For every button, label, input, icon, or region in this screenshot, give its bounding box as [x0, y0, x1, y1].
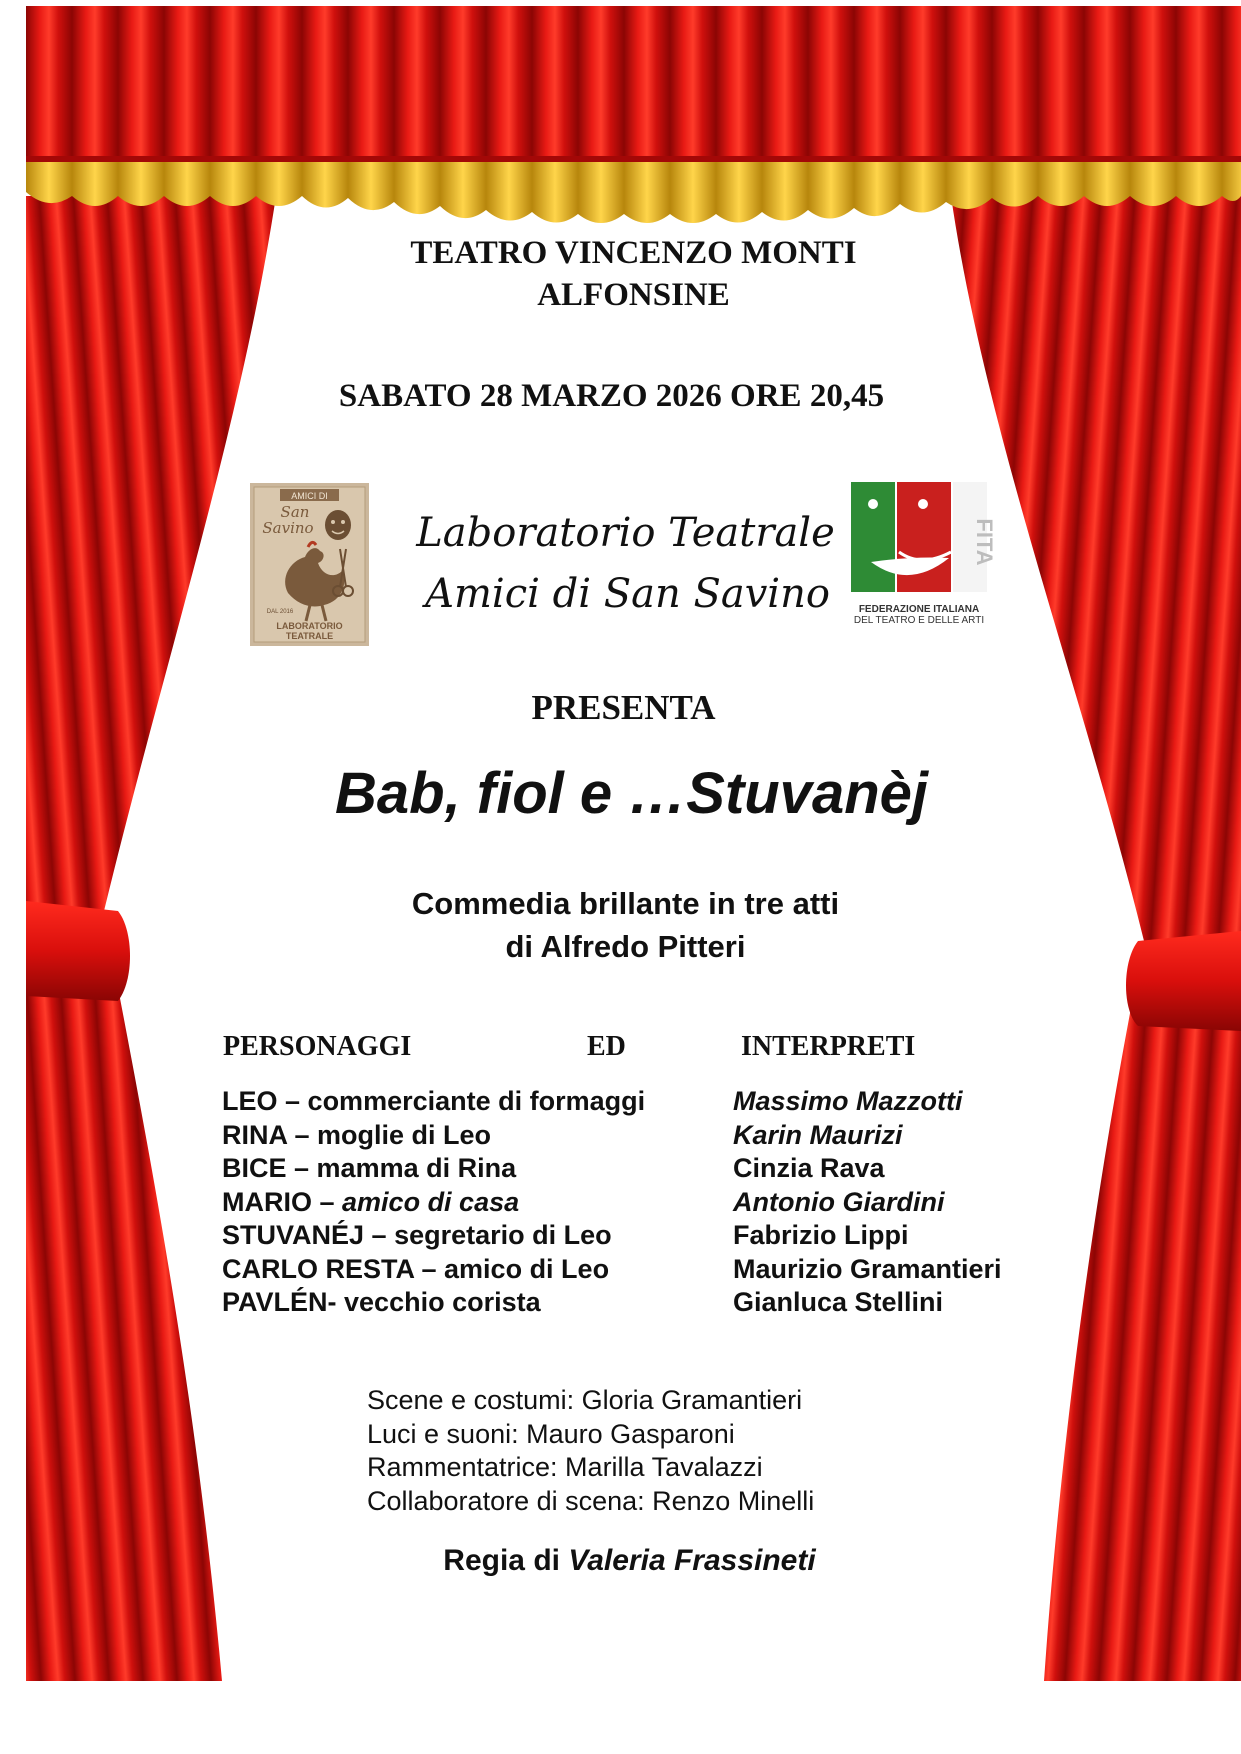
character-name: RINA: [222, 1120, 287, 1150]
amici-san-savino-logo: [250, 483, 369, 646]
cast-row-actor: Gianluca Stellini: [733, 1287, 944, 1317]
character-role: segretario di Leo: [394, 1220, 612, 1250]
event-date: SABATO 28 MARZO 2026 ORE 20,45: [338, 378, 885, 414]
presenta-label: PRESENTA: [531, 688, 716, 727]
cast-row-character: CARLO RESTA – amico di Leo: [222, 1254, 610, 1284]
credit-line: Rammentatrice: Marilla Tavalazzi: [367, 1452, 763, 1482]
poster: [26, 6, 1241, 1681]
cast-row-actor: Cinzia Rava: [733, 1153, 885, 1183]
credit-line: Luci e suoni: Mauro Gasparoni: [367, 1418, 735, 1449]
cast-header-and: ED: [587, 1031, 626, 1062]
company-name-line1: Laboratorio Teatrale: [416, 510, 835, 556]
cast-row-character: BICE – mamma di Rina: [222, 1153, 517, 1183]
character-name: MARIO: [222, 1187, 312, 1217]
venue-city: ALFONSINE: [537, 277, 730, 313]
cast-row-character: STUVANÉJ – segretario di Leo: [222, 1220, 612, 1250]
character-role: mamma di Rina: [316, 1153, 517, 1183]
director-label: Regia di: [443, 1544, 569, 1577]
character-name: LEO: [222, 1086, 278, 1116]
cast-row-actor: Antonio Giardini: [733, 1187, 945, 1217]
cast-row-character: LEO – commerciante di formaggi: [222, 1086, 646, 1116]
credit-line: Collaboratore di scena: Renzo Minelli: [367, 1485, 815, 1516]
fita-mark: [851, 482, 997, 604]
cast-row-actor: Karin Maurizi: [733, 1120, 903, 1150]
character-role: commerciante di formaggi: [307, 1086, 646, 1116]
character-role: amico di casa: [342, 1187, 520, 1217]
fita-caption-line1: FEDERAZIONE ITALIANA: [858, 604, 980, 615]
logo-left-bottom1: LABORATORIO: [276, 621, 343, 631]
character-name: BICE: [222, 1153, 287, 1183]
character-name: CARLO RESTA: [222, 1254, 414, 1284]
character-name: STUVANÉJ: [222, 1220, 365, 1250]
play-title: Bab, fiol e …Stuvanèj: [335, 761, 928, 826]
fita-mark-text: FITA: [972, 518, 997, 566]
production-credits: [367, 1384, 1067, 1518]
character-role: vecchio corista: [344, 1287, 541, 1317]
director-name: Valeria Frassineti: [568, 1544, 816, 1577]
venue-name: TEATRO VINCENZO MONTI: [410, 235, 857, 271]
cast-header-actors: INTERPRETI: [741, 1031, 916, 1062]
character-role: amico di Leo: [444, 1254, 610, 1284]
cast-row-character: MARIO – amico di casa: [222, 1187, 520, 1217]
play-author: di Alfredo Pitteri: [505, 929, 746, 964]
director-line: [22, 1544, 1237, 1578]
play-subtitle: Commedia brillante in tre atti: [411, 886, 840, 921]
cast-row-character: PAVLÉN- vecchio corista: [222, 1287, 541, 1317]
credit-line: Scene e costumi: Gloria Gramantieri: [367, 1385, 803, 1415]
cast-header-characters: PERSONAGGI: [223, 1031, 412, 1062]
cast-row-actor: Massimo Mazzotti: [733, 1086, 963, 1116]
cast-row-actor: Fabrizio Lippi: [733, 1220, 909, 1250]
logo-left-top: AMICI DI: [291, 491, 328, 501]
cast-row-actor: Maurizio Gramantieri: [733, 1254, 1002, 1284]
logo-left-since: DAL 2016: [266, 609, 294, 615]
character-name: PAVLÉN: [222, 1287, 328, 1317]
fita-logo: [851, 482, 997, 628]
cast-row-character: RINA – moglie di Leo: [222, 1120, 492, 1150]
logo-left-bottom2: TEATRALE: [285, 631, 334, 641]
logo-left-name1: San: [280, 503, 310, 521]
character-role: moglie di Leo: [317, 1120, 492, 1150]
logo-left-name2: Savino: [262, 519, 314, 537]
fita-caption-line2: DEL TEATRO E DELLE ARTI: [853, 615, 985, 626]
company-name-line2: Amici di San Savino: [425, 571, 830, 617]
